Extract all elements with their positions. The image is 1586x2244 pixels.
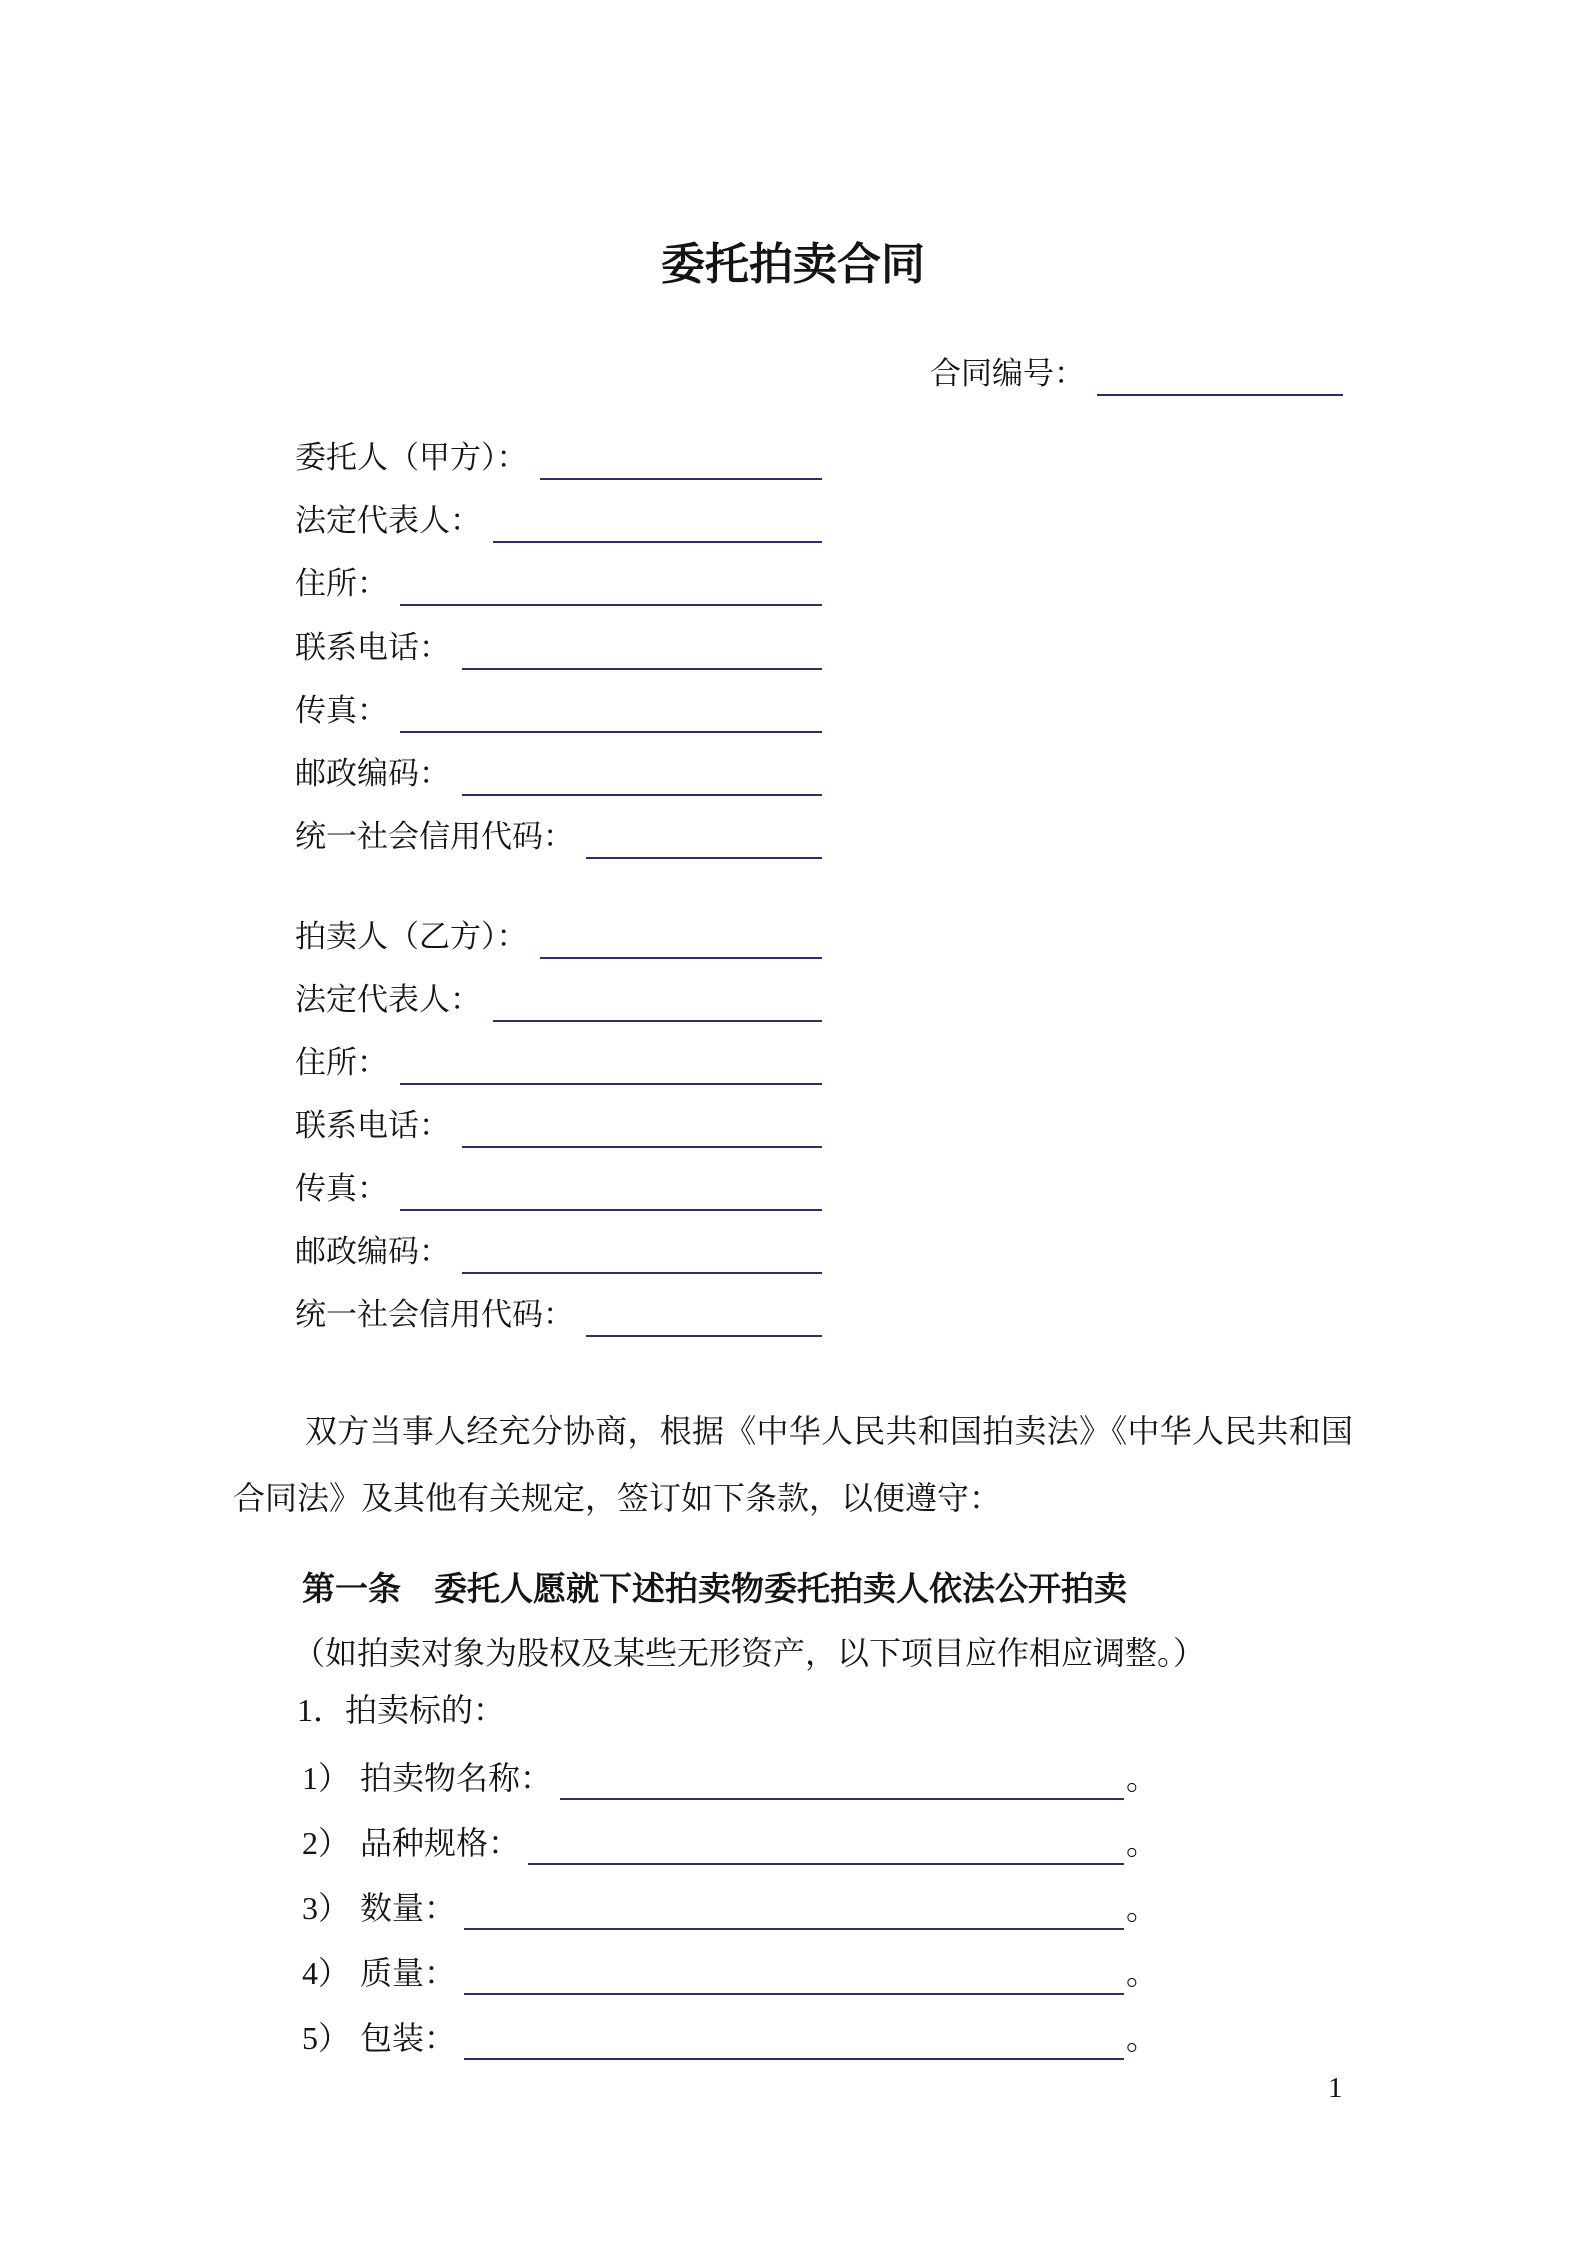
item-3-number: 3） [302, 1890, 351, 1926]
party-b-fax-blank-line [400, 1167, 822, 1211]
contract-title: 委托拍卖合同 [661, 240, 925, 289]
item-5-blank-line [464, 2016, 1124, 2060]
item-2-period: 。 [1125, 1825, 1158, 1861]
party-b-fax-label: 传真： [295, 1171, 388, 1206]
party-a-phone-label: 联系电话： [295, 630, 450, 665]
party-b-name-blank-line [540, 915, 823, 959]
party-b-field-row [295, 915, 822, 959]
party-b-phone-blank-line [462, 1104, 822, 1148]
contract-number-blank-line [1097, 352, 1343, 396]
party-a-field-row [295, 562, 822, 606]
party-b-postcode-blank-line [462, 1230, 822, 1274]
clause-1-label: 1．拍卖标的： [297, 1692, 506, 1728]
party-b-legal-rep-label: 法定代表人： [295, 982, 481, 1017]
auction-item-row [302, 2016, 1158, 2060]
auction-item-row [302, 1821, 1158, 1865]
item-5-number: 5） [302, 2020, 351, 2056]
party-a-postcode-label: 邮政编码： [295, 756, 450, 791]
item-2-label: 品种规格： [360, 1825, 521, 1861]
item-3-period: 。 [1125, 1890, 1158, 1926]
party-a-field-row [295, 752, 822, 796]
article-1-number: 第一条 [302, 1572, 401, 1608]
party-b-postcode-label: 邮政编码： [295, 1234, 450, 1269]
item-1-period: 。 [1125, 1760, 1158, 1796]
party-a-field-row [295, 689, 822, 733]
party-a-legal-rep-label: 法定代表人： [295, 503, 481, 538]
party-a-field-row [295, 499, 822, 543]
party-b-legal-rep-blank-line [493, 978, 822, 1022]
party-b-credit-code-label: 统一社会信用代码： [295, 1297, 574, 1332]
party-a-address-blank-line [400, 562, 822, 606]
party-b-phone-label: 联系电话： [295, 1108, 450, 1143]
item-5-period: 。 [1125, 2020, 1158, 2056]
item-5-label: 包装： [360, 2020, 457, 2056]
party-b-field-row [295, 1104, 822, 1148]
article-1-note: （如拍卖对象为股权及某些无形资产，以下项目应作相应调整。） [293, 1635, 1206, 1671]
party-a-credit-code-blank-line [586, 815, 822, 859]
party-b-field-row [295, 1167, 822, 1211]
contract-number-label: 合同编号： [930, 356, 1085, 391]
party-b-credit-code-blank-line [586, 1293, 822, 1337]
party-a-address-label: 住所： [295, 566, 388, 601]
party-b-field-row [295, 1293, 822, 1337]
party-b-address-label: 住所： [295, 1045, 388, 1080]
party-b-field-row [295, 978, 822, 1022]
auction-item-row [302, 1951, 1158, 1995]
article-1-heading-text: 委托人愿就下述拍卖物委托拍卖人依法公开拍卖 [434, 1572, 1127, 1608]
article-1-heading [302, 1568, 1127, 1612]
party-a-postcode-blank-line [462, 752, 822, 796]
item-4-label: 质量： [360, 1955, 457, 1991]
party-b-name-label: 拍卖人（乙方）： [295, 919, 528, 954]
item-3-label: 数量： [360, 1890, 457, 1926]
party-a-name-blank-line [540, 436, 823, 480]
item-4-number: 4） [302, 1955, 351, 1991]
auction-item-row [302, 1886, 1158, 1930]
party-a-fax-blank-line [400, 689, 822, 733]
party-a-field-row [295, 436, 822, 480]
party-a-field-row [295, 815, 822, 859]
party-a-fax-label: 传真： [295, 693, 388, 728]
page-number: 1 [1328, 2072, 1343, 2104]
item-2-blank-line [528, 1821, 1124, 1865]
item-4-blank-line [464, 1951, 1124, 1995]
party-a-phone-blank-line [462, 626, 822, 670]
party-a-name-label: 委托人（甲方）： [295, 440, 528, 475]
party-a-credit-code-label: 统一社会信用代码： [295, 819, 574, 854]
item-1-number: 1） [302, 1760, 351, 1796]
item-4-period: 。 [1125, 1955, 1158, 1991]
contract-number-row [930, 352, 1343, 396]
auction-item-row [302, 1756, 1158, 1800]
party-a-field-row [295, 626, 822, 670]
party-b-field-row [295, 1230, 822, 1274]
item-3-blank-line [464, 1886, 1124, 1930]
item-2-number: 2） [302, 1825, 351, 1861]
party-a-legal-rep-blank-line [493, 499, 822, 543]
preamble-paragraph: 双方当事人经充分协商，根据《中华人民共和国拍卖法》《中华人民共和国合同法》及其他有关规定，签订如下条款，以便遵守： [233, 1413, 1353, 1516]
item-1-blank-line [560, 1756, 1124, 1800]
party-b-field-row [295, 1041, 822, 1085]
item-1-label: 拍卖物名称： [360, 1760, 553, 1796]
party-b-address-blank-line [400, 1041, 822, 1085]
